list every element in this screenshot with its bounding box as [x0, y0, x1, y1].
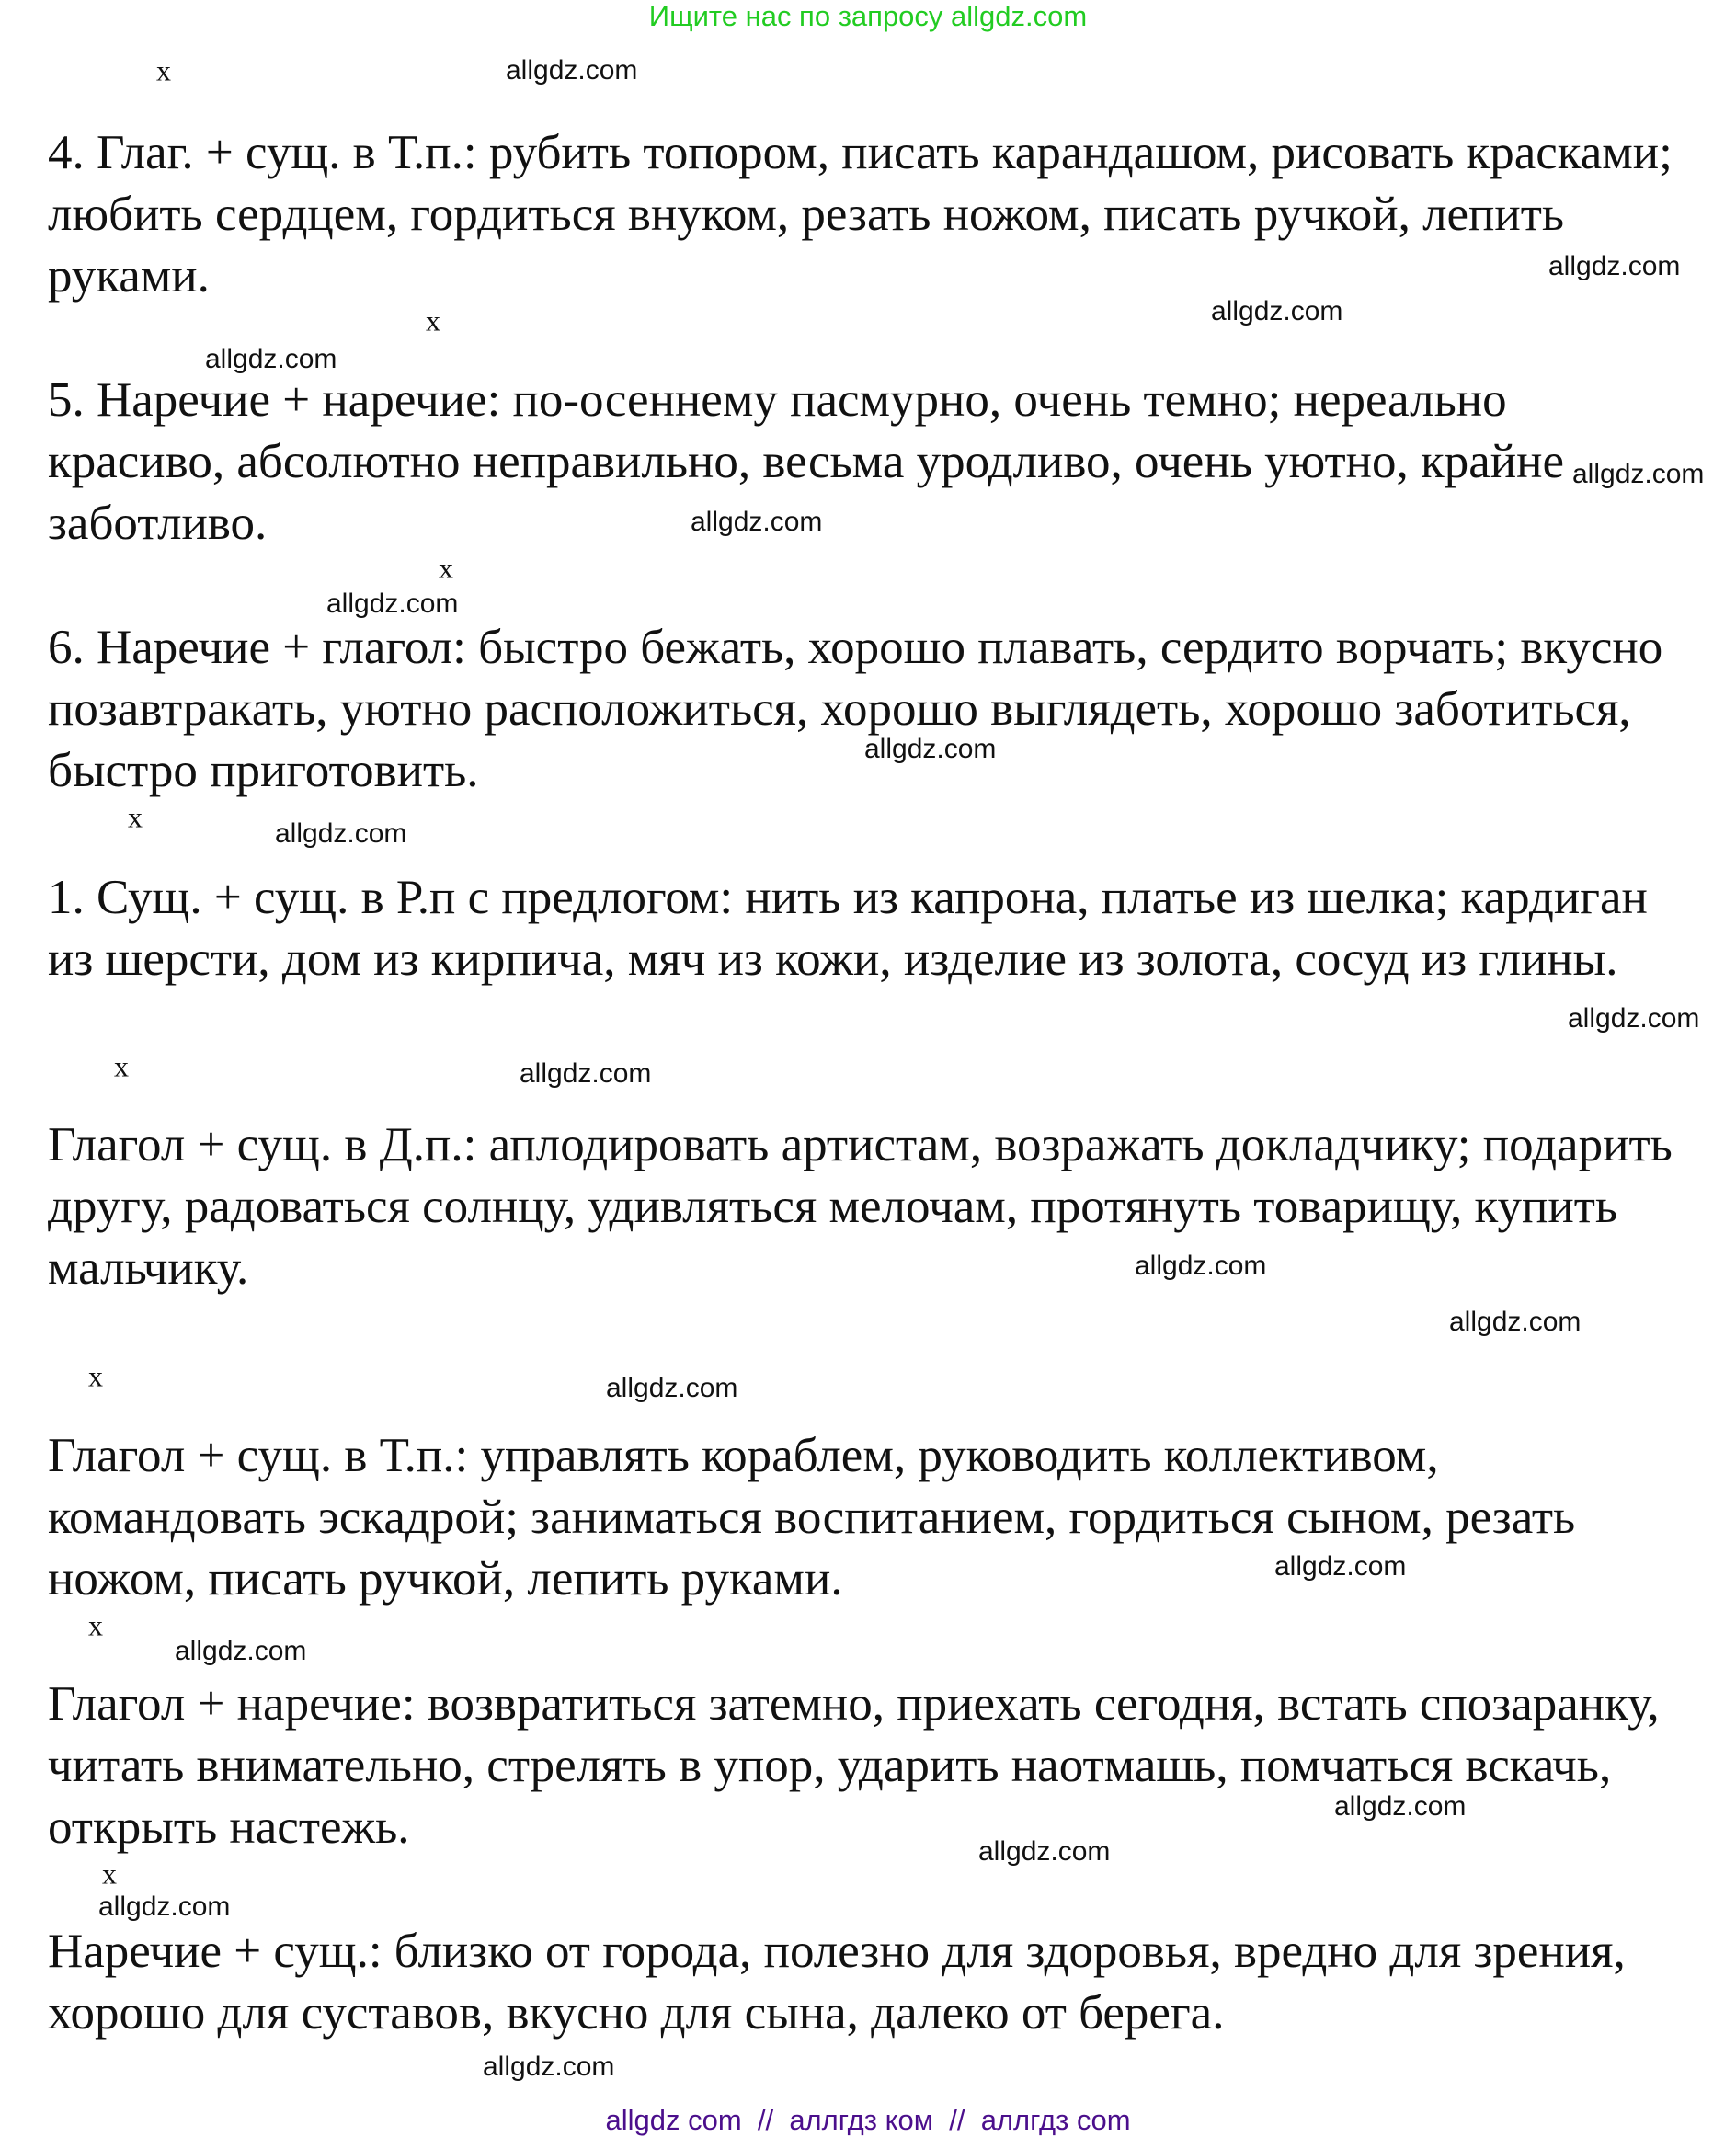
watermark: allgdz.com: [1211, 296, 1343, 326]
watermark: allgdz.com: [1548, 251, 1681, 281]
x-marker: x: [156, 53, 171, 87]
watermark: allgdz.com: [1334, 1791, 1467, 1822]
watermark: allgdz.com: [1449, 1307, 1582, 1337]
watermark: allgdz.com: [864, 734, 997, 764]
footer-links: allgdz com // аллгдз ком // аллгдз com: [605, 2104, 1131, 2136]
watermark: allgdz.com: [1274, 1551, 1407, 1582]
watermark: allgdz.com: [205, 344, 337, 374]
watermark: allgdz.com: [606, 1373, 738, 1403]
watermark: allgdz.com: [1135, 1251, 1267, 1281]
paragraph-1: 1. Сущ. + сущ. в Р.п с предлогом: нить из капрона, платье из шелка; кардиган из шерсти, дом из кирпича, мяч из кожи, изделие из золота, сосуд из глины.: [48, 871, 1648, 986]
paragraph-5: 5. Наречие + наречие: по-осеннему пасмурно, очень темно; нереально красиво, абсолютно неправильно, весьма уродливо, очень уютно, крайне заботливо.: [48, 373, 1565, 550]
watermark: allgdz.com: [520, 1058, 652, 1089]
search-hint-banner: Ищите нас по запросу allgdz.com: [648, 0, 1088, 32]
paragraph-adverb-noun: Наречие + сущ.: близко от города, полезно для здоровья, вредно для зрения, хорошо для суставов, вкусно для сына, далеко от берега.: [48, 1925, 1626, 2040]
watermark: allgdz.com: [978, 1836, 1111, 1867]
x-marker: x: [88, 1608, 103, 1642]
paragraph-6: 6. Наречие + глагол: быстро бежать, хорошо плавать, сердито ворчать; вкусно позавтракать, уютно расположиться, хорошо выглядеть, хорошо заботиться, быстро приготовить.: [48, 621, 1663, 797]
x-marker: x: [439, 551, 453, 585]
paragraph-dative: Глагол + сущ. в Д.п.: аплодировать артистам, возражать докладчику; подарить другу, радоваться солнцу, удивляться мелочам, протянуть товарищу, купить мальчику.: [48, 1118, 1673, 1295]
paragraph-verb-adverb: Глагол + наречие: возвратиться затемно, приехать сегодня, встать спозаранку, читать внимательно, стрелять в упор, ударить наотмашь, помчаться вскачь, открыть настежь.: [48, 1677, 1660, 1854]
paragraph-instrumental: Глагол + сущ. в Т.п.: управлять кораблем, руководить коллективом, командовать эскадрой; заниматься воспитанием, гордиться сыном, резать ножом, писать ручкой, лепить руками.: [48, 1429, 1576, 1606]
x-marker: x: [426, 303, 440, 337]
watermark: allgdz.com: [175, 1636, 307, 1666]
watermark: allgdz.com: [1568, 1003, 1700, 1034]
x-marker: x: [102, 1857, 117, 1891]
watermark: allgdz.com: [691, 507, 823, 537]
x-marker: x: [114, 1049, 129, 1083]
paragraph-4: 4. Глаг. + сущ. в Т.п.: рубить топором, писать карандашом, рисовать красками; любить сердцем, гордиться внуком, резать ножом, писать ручкой, лепить руками.: [48, 126, 1673, 303]
x-marker: x: [128, 800, 143, 834]
watermark: allgdz.com: [98, 1891, 231, 1922]
watermark: allgdz.com: [506, 55, 638, 86]
watermark: allgdz.com: [1572, 459, 1705, 489]
watermark: allgdz.com: [326, 589, 459, 619]
watermark: allgdz.com: [483, 2051, 615, 2082]
x-marker: x: [88, 1359, 103, 1393]
watermark: allgdz.com: [275, 818, 407, 849]
